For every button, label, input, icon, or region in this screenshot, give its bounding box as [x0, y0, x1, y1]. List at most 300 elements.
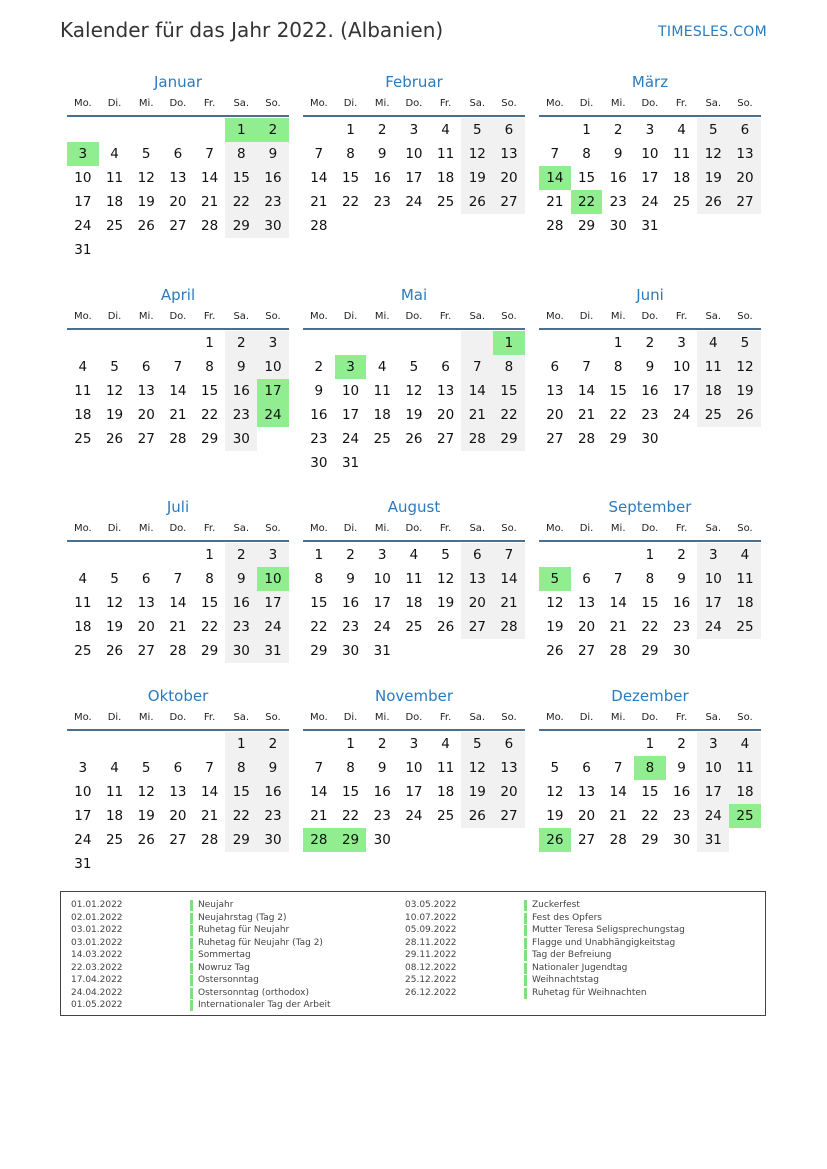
- month-name: Juli: [166, 498, 190, 516]
- holiday-name: Ruhetag für Weihnachten: [532, 987, 647, 998]
- day-cell: 14: [201, 170, 219, 186]
- weekday-label: Fr.: [203, 712, 216, 723]
- day-grid: [67, 118, 289, 262]
- day-cell: 22: [225, 804, 257, 828]
- day-cell: 10: [673, 359, 691, 375]
- day-cell: 9: [677, 571, 686, 587]
- day-cell: 11: [697, 355, 729, 379]
- day-cell: 18: [405, 595, 423, 611]
- day-cell: 12: [461, 756, 493, 780]
- holiday-date: 03.01.2022: [71, 937, 123, 948]
- weekday-label: Do.: [169, 98, 187, 109]
- day-cell: 23: [641, 407, 659, 423]
- weekday-label: So.: [501, 523, 517, 534]
- day-cell: 13: [577, 595, 596, 611]
- month-januar: [67, 71, 289, 262]
- day-cell: 11: [405, 571, 423, 587]
- empty-day-cell: [602, 543, 634, 567]
- day-cell: 4: [729, 732, 761, 756]
- empty-day-cell: [67, 732, 99, 756]
- weekday-label: Di.: [343, 712, 358, 723]
- weekday-label: Mi.: [610, 712, 626, 723]
- day-cell: 2: [257, 732, 289, 756]
- day-cell: 8: [205, 359, 214, 375]
- weekday-header: [67, 518, 289, 542]
- weekday-label: Mo.: [309, 712, 328, 723]
- day-cell: 3: [78, 760, 88, 776]
- day-cell: 25: [105, 218, 124, 234]
- day-cell: 12: [105, 383, 124, 399]
- day-cell: 3: [645, 122, 655, 138]
- holiday-name: Tag der Befreiung: [532, 950, 612, 960]
- day-cell: 22: [201, 619, 219, 635]
- day-cell: 11: [373, 383, 391, 399]
- day-cell: 24: [405, 194, 423, 210]
- day-cell: 17: [373, 595, 391, 611]
- weekday-label: Sa.: [705, 712, 722, 723]
- month-name: August: [387, 498, 441, 516]
- day-cell: 18: [729, 780, 761, 804]
- weekday-header: [67, 93, 289, 117]
- day-cell: 3: [257, 331, 289, 355]
- weekday-header: [539, 707, 761, 731]
- day-cell: 28: [201, 832, 219, 848]
- day-cell: 3: [677, 335, 686, 351]
- day-cell: 4: [441, 122, 450, 138]
- holiday-entry: [405, 912, 725, 925]
- day-cell: 23: [373, 808, 391, 824]
- weekday-label: Mi.: [610, 523, 626, 534]
- day-cell: 28: [609, 832, 627, 848]
- day-cell: 17: [257, 591, 289, 615]
- day-cell: 22: [641, 619, 659, 635]
- day-cell: 8: [493, 355, 525, 379]
- month-name: April: [160, 286, 196, 304]
- day-cell: 14: [609, 784, 627, 800]
- holiday-marker: [524, 925, 527, 936]
- day-cell: 28: [310, 218, 328, 234]
- weekday-label: Mi.: [374, 98, 390, 109]
- day-cell: 20: [461, 591, 493, 615]
- day-cell: 30: [310, 455, 328, 471]
- day-cell: 29: [310, 643, 328, 659]
- day-cell: 4: [78, 571, 88, 587]
- weekday-label: Mo.: [73, 98, 92, 109]
- month-name: Juni: [636, 286, 664, 304]
- day-cell: 9: [377, 760, 387, 776]
- holiday-date: 22.03.2022: [71, 962, 123, 973]
- day-cell: 18: [105, 808, 124, 824]
- month-dezember: [539, 685, 761, 852]
- day-cell: 3: [697, 732, 729, 756]
- empty-day-cell: [194, 118, 226, 142]
- day-cell: 24: [641, 194, 659, 210]
- empty-day-cell: [162, 331, 194, 355]
- month-juni: [539, 284, 761, 451]
- day-cell: 24: [341, 431, 360, 447]
- day-cell: 10: [405, 760, 423, 776]
- empty-day-cell: [571, 331, 603, 355]
- brand-link[interactable]: TIMESLES.COM: [658, 24, 767, 40]
- day-cell: 8: [225, 142, 257, 166]
- holiday-date: 05.09.2022: [405, 925, 457, 935]
- day-cell: 3: [409, 122, 419, 138]
- holiday-name: Ruhetag für Neujahr (Tag 2): [198, 937, 323, 948]
- empty-day-cell: [335, 331, 367, 355]
- day-cell: 2: [225, 543, 257, 567]
- day-cell: 18: [437, 784, 455, 800]
- day-cell: 17: [673, 383, 691, 399]
- holiday-name: Neujahrstag (Tag 2): [198, 912, 287, 923]
- holiday-name: Flagge und Unabhängigkeitstag: [532, 937, 676, 948]
- empty-day-cell: [99, 118, 131, 142]
- day-cell: 6: [493, 732, 525, 756]
- day-cell: 13: [546, 383, 564, 399]
- day-cell: 5: [409, 359, 419, 375]
- weekday-header: [303, 93, 525, 117]
- day-cell: 29: [201, 431, 219, 447]
- holiday-column-right: [405, 899, 725, 999]
- day-cell: 4: [729, 543, 761, 567]
- holiday-marker: [190, 938, 193, 949]
- day-cell: 7: [461, 355, 493, 379]
- day-cell: 3: [697, 543, 729, 567]
- weekday-label: Di.: [107, 523, 122, 534]
- holiday-marker: [190, 975, 193, 986]
- day-cell: 14: [201, 784, 219, 800]
- day-cell: 20: [437, 407, 455, 423]
- day-cell: 12: [546, 784, 564, 800]
- day-cell: 6: [582, 760, 591, 776]
- day-cell: 15: [225, 780, 257, 804]
- day-cell: 26: [105, 431, 124, 447]
- day-cell: 10: [405, 146, 423, 162]
- month-name: März: [631, 73, 669, 91]
- day-cell: 12: [697, 142, 729, 166]
- holiday-marker: [524, 913, 527, 924]
- holiday-name: Ostersonntag: [198, 975, 259, 985]
- day-cell: 8: [582, 146, 591, 162]
- holiday-marker: [524, 963, 527, 974]
- day-cell: 14: [493, 567, 525, 591]
- weekday-label: Di.: [579, 523, 594, 534]
- day-cell: 16: [257, 166, 289, 190]
- day-cell: 30: [641, 431, 659, 447]
- day-cell: 5: [729, 331, 761, 355]
- weekday-label: Do.: [641, 712, 659, 723]
- day-cell: 30: [257, 828, 289, 852]
- day-cell: 19: [405, 407, 423, 423]
- day-cell: 11: [74, 383, 92, 399]
- weekday-header: [303, 707, 525, 731]
- holiday-date: 24.04.2022: [71, 987, 123, 998]
- day-cell: 19: [546, 619, 564, 635]
- day-cell: 7: [173, 359, 183, 375]
- day-cell: 21: [493, 591, 525, 615]
- day-cell: 17: [697, 780, 729, 804]
- holiday-date: 01.05.2022: [71, 1000, 123, 1010]
- empty-day-cell: [539, 732, 571, 756]
- day-cell: 14: [461, 379, 493, 403]
- weekday-label: Fr.: [439, 523, 452, 534]
- day-grid: [67, 543, 289, 663]
- day-cell: 6: [173, 760, 183, 776]
- empty-day-cell: [303, 732, 335, 756]
- day-cell: 8: [634, 756, 666, 780]
- day-cell: 15: [201, 595, 219, 611]
- holiday-date: 14.03.2022: [71, 950, 123, 960]
- weekday-label: Fr.: [675, 523, 688, 534]
- day-cell: 17: [641, 170, 659, 186]
- month-november: [303, 685, 525, 852]
- day-cell: 24: [257, 615, 289, 639]
- day-cell: 14: [539, 166, 571, 190]
- day-cell: 6: [729, 118, 761, 142]
- day-cell: 11: [673, 146, 691, 162]
- day-cell: 9: [645, 359, 655, 375]
- empty-day-cell: [539, 331, 571, 355]
- day-cell: 25: [697, 403, 729, 427]
- weekday-label: Sa.: [469, 523, 486, 534]
- day-cell: 21: [201, 808, 219, 824]
- holiday-date: 26.12.2022: [405, 987, 457, 998]
- holiday-marker: [524, 975, 527, 986]
- day-cell: 13: [577, 784, 596, 800]
- empty-day-cell: [461, 331, 493, 355]
- day-cell: 18: [74, 407, 92, 423]
- day-cell: 1: [645, 736, 655, 752]
- day-cell: 2: [645, 335, 655, 351]
- day-cell: 25: [437, 808, 455, 824]
- day-cell: 2: [225, 331, 257, 355]
- weekday-label: Mi.: [138, 311, 154, 322]
- day-cell: 29: [225, 828, 257, 852]
- day-cell: 23: [673, 619, 691, 635]
- day-grid: [303, 732, 525, 852]
- day-cell: 6: [582, 571, 591, 587]
- weekday-header: [67, 306, 289, 330]
- day-cell: 28: [609, 643, 627, 659]
- day-cell: 14: [609, 595, 627, 611]
- month-name: September: [608, 498, 692, 516]
- day-cell: 15: [225, 166, 257, 190]
- day-cell: 9: [225, 355, 257, 379]
- holiday-name: Nowruz Tag: [198, 962, 250, 973]
- empty-day-cell: [539, 543, 571, 567]
- day-cell: 21: [461, 403, 493, 427]
- empty-day-cell: [398, 331, 430, 355]
- holiday-entry: [405, 899, 725, 912]
- day-cell: 31: [74, 242, 92, 258]
- day-cell: 8: [346, 146, 355, 162]
- day-cell: 20: [577, 619, 596, 635]
- day-cell: 22: [341, 194, 360, 210]
- day-cell: 25: [729, 615, 761, 639]
- day-cell: 19: [105, 407, 124, 423]
- holiday-date: 01.01.2022: [71, 900, 123, 910]
- day-grid: [303, 118, 525, 238]
- weekday-label: Di.: [107, 712, 122, 723]
- day-cell: 8: [314, 571, 324, 587]
- holiday-entry: [71, 899, 391, 912]
- day-grid: [539, 331, 761, 451]
- day-cell: 21: [609, 619, 627, 635]
- day-cell: 26: [729, 403, 761, 427]
- day-cell: 9: [257, 142, 289, 166]
- day-cell: 9: [346, 571, 355, 587]
- holiday-entry: [405, 937, 725, 950]
- day-cell: 26: [137, 218, 155, 234]
- day-cell: 3: [377, 547, 387, 563]
- day-cell: 4: [377, 359, 387, 375]
- day-cell: 25: [105, 832, 124, 848]
- weekday-label: Di.: [343, 98, 358, 109]
- day-cell: 16: [609, 170, 627, 186]
- day-cell: 1: [493, 331, 525, 355]
- day-cell: 30: [609, 218, 627, 234]
- weekday-label: Fr.: [203, 311, 216, 322]
- day-cell: 6: [173, 146, 183, 162]
- weekday-label: Sa.: [469, 311, 486, 322]
- empty-day-cell: [67, 118, 99, 142]
- weekday-header: [539, 93, 761, 117]
- day-cell: 6: [441, 359, 450, 375]
- day-cell: 22: [225, 190, 257, 214]
- weekday-label: Fr.: [675, 712, 688, 723]
- day-cell: 23: [257, 804, 289, 828]
- month-name: Mai: [400, 286, 428, 304]
- day-cell: 18: [373, 407, 391, 423]
- day-cell: 27: [577, 643, 596, 659]
- day-cell: 16: [641, 383, 659, 399]
- day-cell: 19: [461, 780, 493, 804]
- empty-day-cell: [130, 732, 162, 756]
- empty-day-cell: [162, 118, 194, 142]
- day-cell: 25: [729, 804, 761, 828]
- day-cell: 31: [341, 455, 360, 471]
- holiday-entry: [405, 962, 725, 975]
- holiday-list: [60, 891, 766, 1016]
- day-cell: 25: [673, 194, 691, 210]
- day-cell: 26: [697, 190, 729, 214]
- day-cell: 22: [641, 808, 659, 824]
- day-cell: 19: [137, 194, 155, 210]
- day-cell: 23: [225, 403, 257, 427]
- day-cell: 15: [341, 170, 360, 186]
- holiday-marker: [524, 988, 527, 999]
- day-cell: 27: [729, 190, 761, 214]
- empty-day-cell: [162, 543, 194, 567]
- day-cell: 15: [609, 383, 627, 399]
- holiday-marker: [190, 913, 193, 924]
- weekday-label: So.: [737, 712, 753, 723]
- weekday-label: Mi.: [374, 523, 390, 534]
- day-cell: 22: [609, 407, 627, 423]
- holiday-name: Sommertag: [198, 950, 251, 960]
- day-cell: 1: [645, 547, 655, 563]
- weekday-label: Fr.: [439, 311, 452, 322]
- holiday-name: Weihnachtstag: [532, 975, 599, 985]
- day-cell: 7: [613, 571, 623, 587]
- holiday-entry: [71, 937, 391, 950]
- day-cell: 1: [205, 547, 214, 563]
- day-grid: [303, 543, 525, 663]
- day-cell: 28: [577, 431, 596, 447]
- day-cell: 15: [577, 170, 596, 186]
- day-cell: 12: [105, 595, 124, 611]
- day-cell: 24: [697, 804, 729, 828]
- weekday-label: Sa.: [469, 98, 486, 109]
- holiday-date: 08.12.2022: [405, 962, 457, 973]
- day-cell: 14: [577, 383, 596, 399]
- weekday-label: Sa.: [469, 712, 486, 723]
- day-cell: 1: [346, 736, 355, 752]
- holiday-entry: [71, 987, 391, 1000]
- weekday-label: Sa.: [705, 523, 722, 534]
- day-cell: 16: [225, 591, 257, 615]
- day-cell: 5: [141, 760, 151, 776]
- day-cell: 5: [110, 359, 119, 375]
- day-cell: 20: [137, 619, 155, 635]
- day-cell: 6: [550, 359, 560, 375]
- weekday-label: So.: [737, 311, 753, 322]
- day-cell: 21: [577, 407, 596, 423]
- day-cell: 21: [310, 194, 328, 210]
- month-name: Januar: [154, 73, 202, 91]
- day-cell: 1: [582, 122, 591, 138]
- day-cell: 4: [441, 736, 450, 752]
- holiday-date: 10.07.2022: [405, 912, 457, 923]
- day-cell: 28: [169, 643, 187, 659]
- day-cell: 27: [169, 832, 187, 848]
- weekday-label: So.: [737, 523, 753, 534]
- day-cell: 16: [373, 784, 391, 800]
- day-cell: 28: [546, 218, 564, 234]
- day-cell: 12: [405, 383, 423, 399]
- month-name: Februar: [385, 73, 443, 91]
- day-cell: 24: [697, 615, 729, 639]
- day-cell: 8: [205, 571, 214, 587]
- day-cell: 10: [697, 567, 729, 591]
- day-cell: 24: [673, 407, 691, 423]
- day-cell: 30: [341, 643, 360, 659]
- day-cell: 19: [729, 379, 761, 403]
- day-cell: 24: [405, 808, 423, 824]
- day-cell: 19: [137, 808, 155, 824]
- day-cell: 15: [493, 379, 525, 403]
- weekday-label: Do.: [641, 523, 659, 534]
- day-cell: 30: [673, 643, 691, 659]
- day-cell: 2: [377, 122, 387, 138]
- day-cell: 14: [310, 784, 328, 800]
- day-cell: 16: [257, 780, 289, 804]
- day-cell: 8: [346, 760, 355, 776]
- day-cell: 19: [697, 166, 729, 190]
- holiday-marker: [190, 988, 193, 999]
- day-cell: 25: [373, 431, 391, 447]
- empty-day-cell: [67, 331, 99, 355]
- weekday-label: Do.: [641, 311, 659, 322]
- holiday-column-left: [71, 899, 391, 1012]
- weekday-label: So.: [501, 712, 517, 723]
- weekday-label: Sa.: [705, 98, 722, 109]
- weekday-label: Di.: [107, 311, 122, 322]
- weekday-label: So.: [265, 98, 281, 109]
- weekday-label: Di.: [343, 311, 358, 322]
- holiday-marker: [524, 900, 527, 911]
- day-cell: 21: [169, 407, 187, 423]
- empty-day-cell: [571, 543, 603, 567]
